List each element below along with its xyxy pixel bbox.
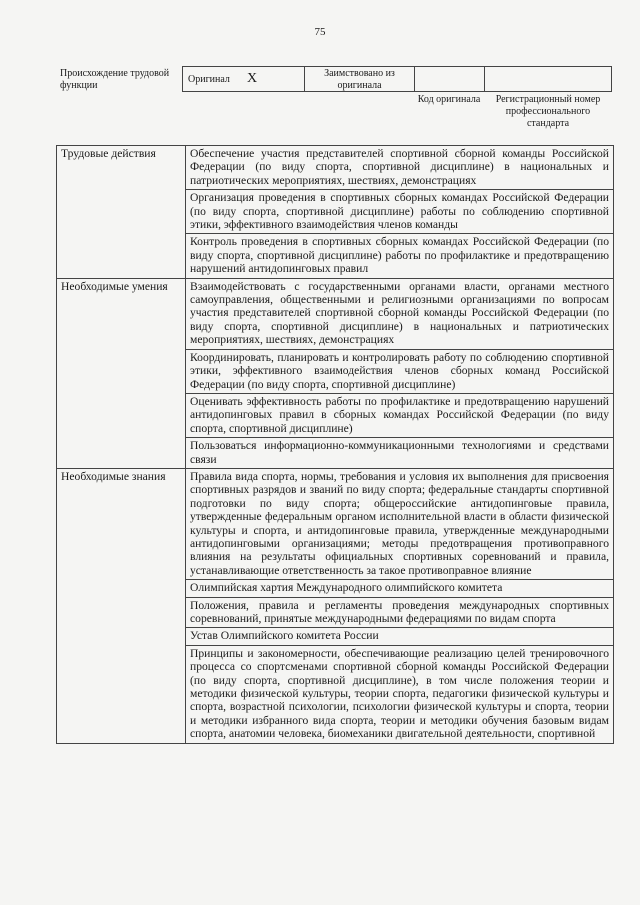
origin-label: Происхождение трудовой функции — [60, 68, 170, 91]
reg-number-caption: Регистрационный номер профессионального стандарта — [495, 94, 601, 129]
code-cell — [414, 66, 484, 92]
item-text: Правила вида спорта, нормы, требования и условия их выполнения для присвоения спортивных разрядов и званий по виду спорта; федеральные стандарты спортивной подготовки по виду спорта; общероссийские антидопинговые правила, утвержденные федеральным органом исполнительной власти в области физической культуры и спорта, и антидопинговые правила, утвержденные международными антидопинговыми организациями; методы предотвращения противоправного влияния на результаты официальных спортивных соревнований и правила, устанавливающие ответственность за такое противоправное влияние — [190, 469, 609, 577]
item-text: Оценивать эффективность работы по профилактике и предотвращению нарушений антидопинговых правил в сборных командах Российской Федерации (по виду спорта, спортивной дисциплине) — [190, 394, 609, 435]
item-text: Принципы и закономерности, обеспечивающие реализацию целей тренировочного процесса со спортсменами спортивной сборной команды Российской Федерации (по виду спорта, спортивной дисциплине), в том числе положения теории и методики физической культуры, теории спорта, педагогики физической культуры и спорта, возрастной психологии, психологии физической культуры и спорта, теории и методики избранного вида спорта, теории и методики обучения базовым видам спорта, анатомии человека, биомеханики двигательной деятельности, спортивной — [190, 646, 609, 741]
table-cell — [186, 628, 614, 645]
reg-number-cell — [484, 66, 612, 92]
borrowed-label: Заимствовано из оригинала — [324, 68, 395, 91]
section-label: Необходимые умения — [57, 278, 186, 468]
item-text: Олимпийская хартия Международного олимпийского комитета — [190, 581, 503, 595]
table-row — [57, 468, 614, 579]
table-cell — [186, 393, 614, 437]
table-cell — [186, 580, 614, 597]
original-label: Оригинал — [188, 74, 230, 85]
item-text: Координировать, планировать и контролировать работу по соблюдению спортивной этики, эффективного взаимодействия членов сборных команд Российской Федерации (по виду спорта, спортивной дисциплине) — [190, 350, 609, 391]
function-table — [56, 145, 614, 744]
item-text: Контроль проведения в спортивных сборных командах Российской Федерации (по виду спорта, спортивной дисциплине) работы по профилактике и предотвращению нарушений антидопинговых правил — [190, 235, 609, 276]
table-cell — [186, 645, 614, 743]
page-number: 75 — [314, 26, 326, 38]
section-label: Трудовые действия — [57, 146, 186, 279]
table-row — [57, 278, 614, 349]
table-cell — [186, 349, 614, 393]
table-cell — [186, 234, 614, 278]
table-cell — [186, 468, 614, 579]
table-cell — [186, 438, 614, 469]
table-cell — [186, 278, 614, 349]
section-label: Необходимые знания — [57, 468, 186, 743]
item-text: Взаимодействовать с государственными органами власти, органами местного самоуправления, общественными и религиозными организациями по вопросам участия представителей спортивной сборной команды Российской Федерации (по виду спорта, спортивной дисциплине) в национальных и патриотических мероприятиях, шествиях, демонстрациях — [190, 279, 609, 347]
borrowed-cell — [304, 66, 414, 92]
item-text: Пользоваться информационно-коммуникационными технологиями и средствами связи — [190, 439, 609, 466]
table-row — [57, 146, 614, 190]
original-mark: X — [247, 71, 258, 86]
original-cell — [182, 66, 304, 92]
item-text: Обеспечение участия представителей спортивной сборной команды Российской Федерации (по виду спорта, спортивной дисциплине) в национальных и патриотических мероприятиях, шествиях, демонстрациях — [190, 147, 609, 187]
table-cell — [186, 146, 614, 190]
table-cell — [186, 597, 614, 628]
code-caption: Код оригинала — [417, 94, 481, 105]
item-text: Устав Олимпийского комитета России — [190, 629, 379, 643]
item-text: Положения, правила и регламенты проведения международных спортивных соревнований, принятые международными федерациями по видам спорта — [190, 598, 609, 625]
table-cell — [186, 190, 614, 234]
item-text: Организация проведения в спортивных сборных командах Российской Федерации (по виду спорта, спортивной дисциплине) работы по соблюдению спортивной этики, эффективного взаимодействия членов команды — [190, 191, 609, 232]
